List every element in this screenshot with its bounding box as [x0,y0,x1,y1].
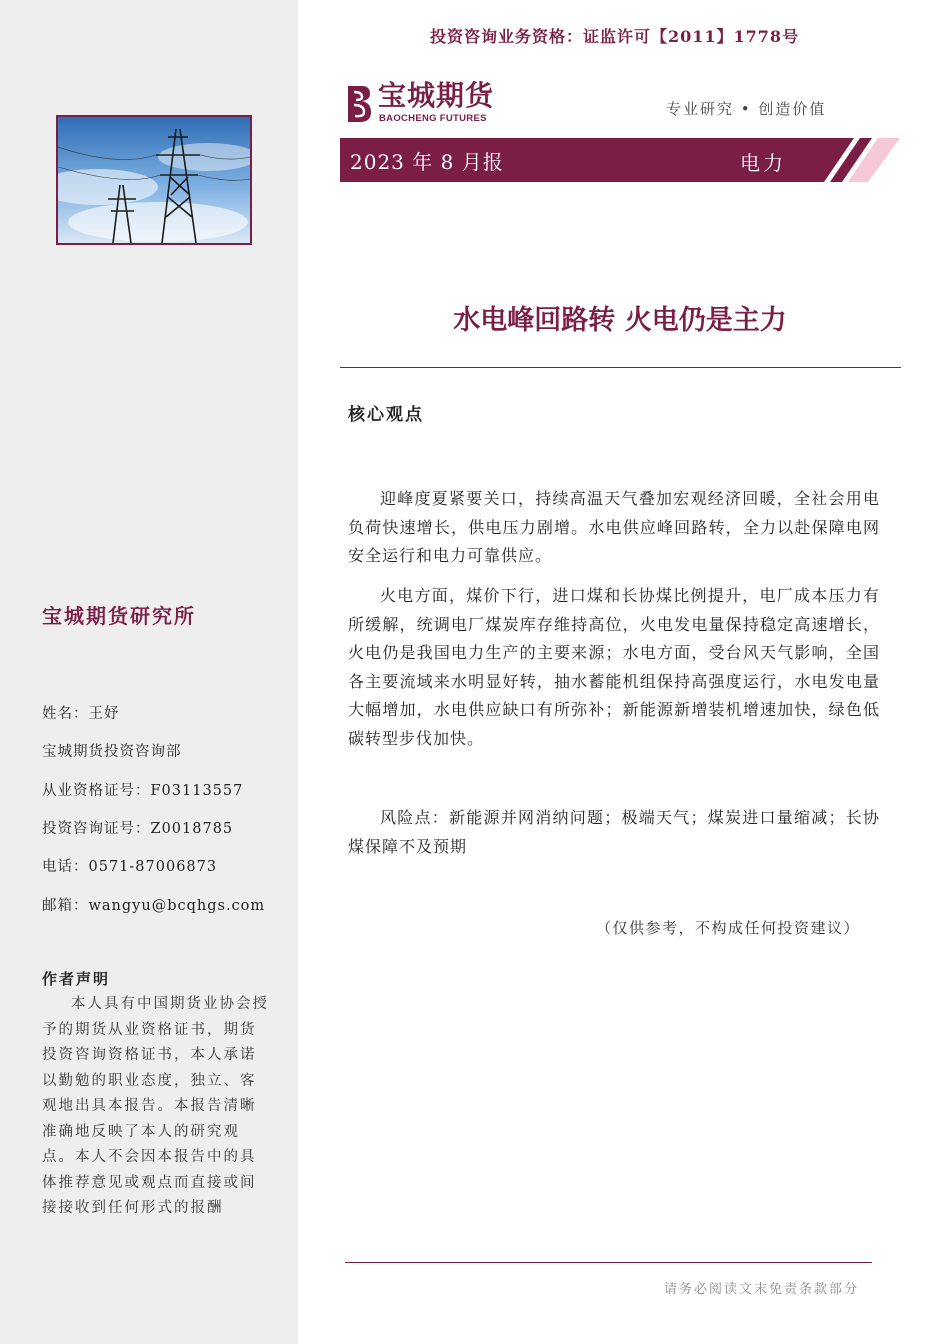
risk-paragraph: 风险点：新能源并网消纳问题；极端天气；煤炭进口量缩减；长协煤保障不及预期 [348,808,880,856]
report-date: 2023 年 8 月报 [350,150,504,174]
disclaimer: （仅供参考，不构成任何投资建议） [596,919,861,937]
analyst-name: 姓名：王妤 [42,706,120,722]
paragraph-1: 迎峰度夏紧要关口，持续高温天气叠加宏观经济回暖，全社会用电负荷快速增长，供电压力剧增。水电供应峰回路转，全力以赴保障电网安全运行和电力可靠供应。 [348,489,880,565]
logo-english: BAOCHENG FUTURES [379,113,487,124]
footer-divider [345,1262,872,1263]
logo-chinese: 宝城期货 [378,79,495,112]
company-logo [340,80,520,130]
license-text: 投资咨询业务资格：证监许可【2011】1778号 [430,27,800,46]
slogan: 专业研究 • 创造价值 [666,100,827,118]
declaration-title: 作者声明 [42,970,111,988]
email: 邮箱：wangyu@bcqhgs.com [42,898,266,914]
qualification-number: 从业资格证号：F03113557 [42,783,244,799]
logo-emblem-icon [340,82,374,126]
phone: 电话：0571-87006873 [42,859,218,875]
footer-note: 请务必阅读文末免责条款部分 [664,1282,860,1297]
core-heading: 核心观点 [348,405,424,425]
sidebar [0,0,298,1344]
institute-name: 宝城期货研究所 [42,604,196,628]
consulting-number: 投资咨询证号：Z0018785 [42,821,234,837]
declaration-body: 本人具有中国期货业协会授予的期货从业资格证书，期货投资咨询资格证书，本人承诺以勤勉的职业态度，独立、客观地出具本报告。本报告清晰准确地反映了本人的研究观点。本人不会因本报告中的具体推荐意见或观点而直接或间接接收到任何形式的报酬 [42,996,269,1216]
paragraph-2: 火电方面，煤价下行，进口煤和长协煤比例提升，电厂成本压力有所缓解，统调电厂煤炭库存维持高位，火电发电量保持稳定高速增长，火电仍是我国电力生产的主要来源；水电方面，受台风天气影响，全国各主要流域来水明显好转，抽水蓄能机组保持高强度运行，水电发电量大幅增加，水电供应缺口有所弥补；新能源新增装机增速加快，绿色低碳转型步伐加快。 [348,586,880,748]
report-sector: 电力 [740,151,786,175]
department: 宝城期货投资咨询部 [42,744,182,760]
power-tower-photo [56,115,252,245]
title-divider [340,367,901,368]
report-title: 水电峰回路转 火电仍是主力 [453,305,787,336]
